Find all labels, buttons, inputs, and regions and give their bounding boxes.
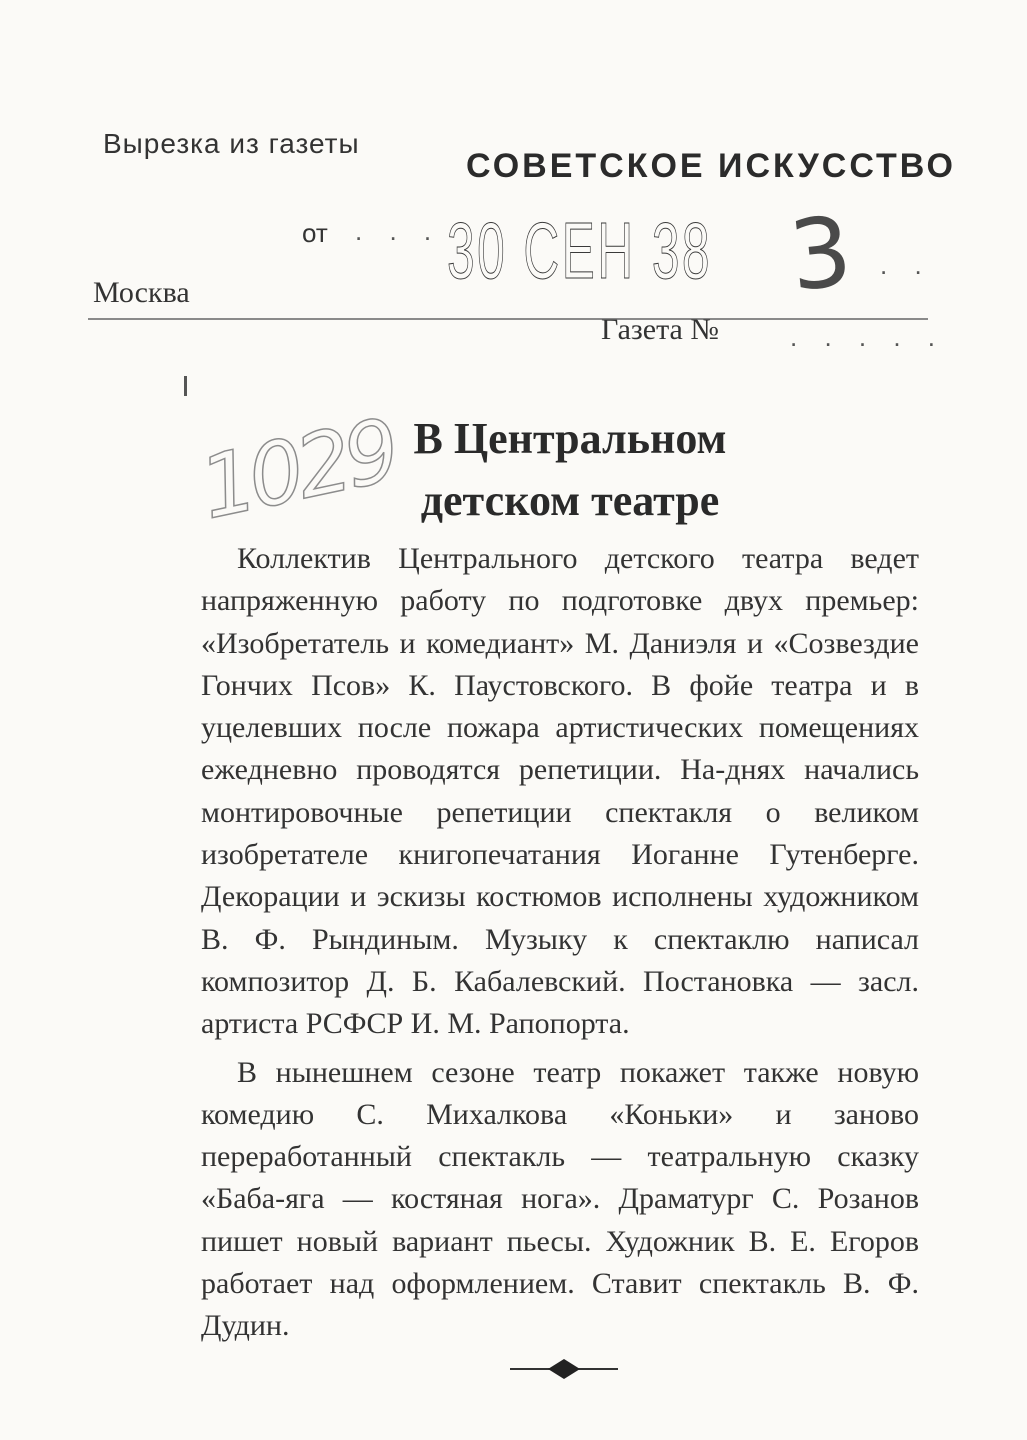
trailing-dots-issue: . . . . .: [790, 322, 946, 352]
handwritten-number: 1029: [191, 400, 404, 540]
date-leader-dots: . . .: [355, 216, 442, 246]
article-paragraph-1: Коллектив Центрального детского театра ведет напряженную работу по подготовке двух премьер: «Изобретатель и комедиант» М. Даниэля и «Созвездие Гончих Псов» К. Паустовского. В фойе театра и в уцелевших после пожара артистических помещениях ежедневно проводятся репетиции. На-днях начались монтировочные репетиции спектакля о великом изобретателе книгопечатания Иоганне Гутенберге. Декорации и эскизы костюмов исполнены художником В. Ф. Рындиным. Музыку к спектаклю написал композитор Д. Б. Кабалевский. Постановка — засл. артиста РСФСР И. М. Рапопорта.: [201, 542, 919, 1041]
header-rule: [88, 318, 928, 320]
stamp-date: 30 СЕН 38: [447, 206, 712, 295]
headline-line-1: В Центральном: [413, 414, 727, 463]
article-paragraph-2: В нынешнем сезоне театр покажет также новую комедию С. Михалкова «Коньки» и заново переработанный спектакль — театральную сказку «Баба-яга — костяная нога». Драматург С. Розанов пишет новый вариант пьесы. Художник В. Е. Егоров работает над оформлением. Ставит спектакль В. Ф. Дудин.: [201, 1055, 919, 1343]
date-prefix: от: [302, 218, 328, 248]
issue-label: Газета №: [601, 313, 719, 346]
newspaper-name: СОВЕТСКОЕ ИСКУССТВО: [466, 147, 956, 185]
ornament-divider-icon: [508, 1357, 620, 1381]
city-name: Москва: [93, 276, 190, 309]
headline-line-2: детском театре: [420, 476, 720, 525]
clipping-label: Вырезка из газеты: [103, 128, 360, 159]
margin-tick: [184, 376, 187, 396]
trailing-dots-date: . .: [880, 250, 932, 280]
article-body: [201, 538, 919, 1348]
headline: [340, 408, 800, 532]
stamp-mark: 3: [784, 195, 857, 313]
